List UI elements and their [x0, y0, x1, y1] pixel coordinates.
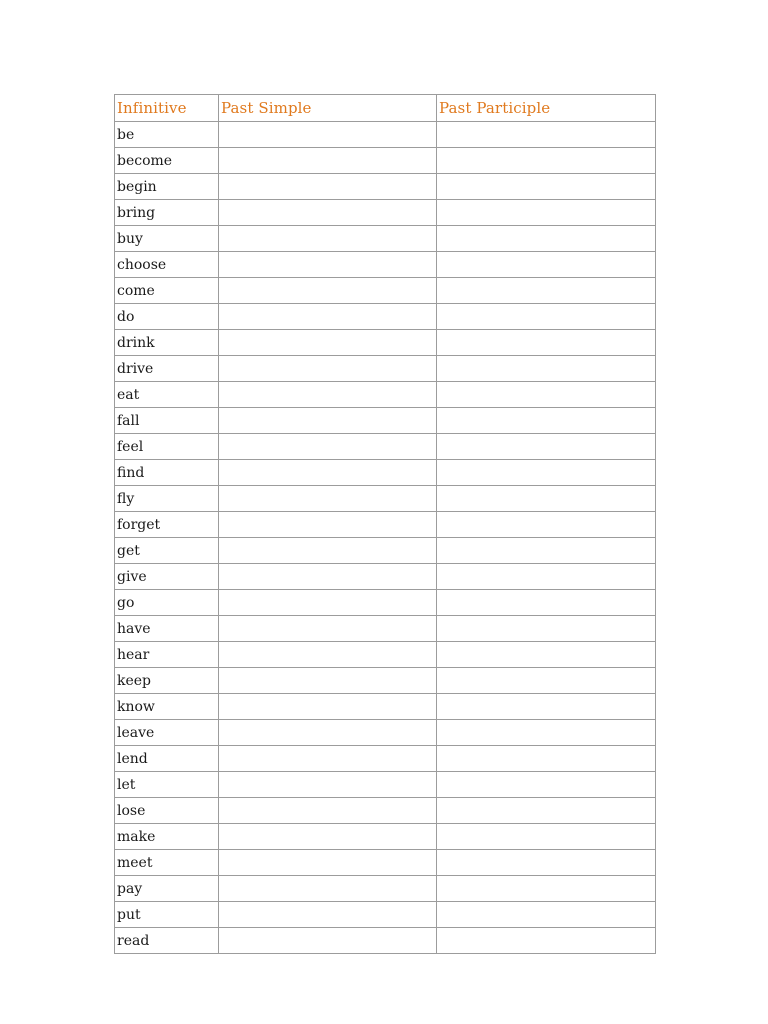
past-simple-cell[interactable] — [219, 746, 437, 772]
past-simple-cell[interactable] — [219, 434, 437, 460]
infinitive-cell: meet — [115, 850, 219, 876]
past-simple-cell[interactable] — [219, 642, 437, 668]
infinitive-cell: eat — [115, 382, 219, 408]
table-row — [115, 772, 656, 798]
table-row — [115, 720, 656, 746]
table-header-row — [115, 95, 656, 122]
infinitive-cell: drive — [115, 356, 219, 382]
infinitive-cell: hear — [115, 642, 219, 668]
table-row — [115, 616, 656, 642]
table-row — [115, 824, 656, 850]
table-row — [115, 850, 656, 876]
infinitive-cell: choose — [115, 252, 219, 278]
infinitive-cell: go — [115, 590, 219, 616]
past-simple-cell[interactable] — [219, 356, 437, 382]
infinitive-cell: drink — [115, 330, 219, 356]
table-row — [115, 460, 656, 486]
past-participle-cell[interactable] — [437, 330, 656, 356]
past-participle-cell[interactable] — [437, 512, 656, 538]
past-simple-cell[interactable] — [219, 382, 437, 408]
past-simple-cell[interactable] — [219, 278, 437, 304]
infinitive-cell: fly — [115, 486, 219, 512]
table-row — [115, 668, 656, 694]
infinitive-cell: buy — [115, 226, 219, 252]
infinitive-cell: pay — [115, 876, 219, 902]
past-simple-cell[interactable] — [219, 460, 437, 486]
table-row — [115, 382, 656, 408]
past-participle-cell[interactable] — [437, 850, 656, 876]
table-row — [115, 174, 656, 200]
past-simple-cell[interactable] — [219, 122, 437, 148]
infinitive-cell: fall — [115, 408, 219, 434]
past-participle-cell[interactable] — [437, 278, 656, 304]
infinitive-cell: get — [115, 538, 219, 564]
table-row — [115, 798, 656, 824]
past-simple-cell[interactable] — [219, 564, 437, 590]
past-participle-cell[interactable] — [437, 902, 656, 928]
past-simple-cell[interactable] — [219, 876, 437, 902]
infinitive-cell: know — [115, 694, 219, 720]
past-simple-cell[interactable] — [219, 694, 437, 720]
past-participle-cell[interactable] — [437, 460, 656, 486]
infinitive-cell: begin — [115, 174, 219, 200]
past-participle-cell[interactable] — [437, 772, 656, 798]
table-row — [115, 252, 656, 278]
table-row — [115, 564, 656, 590]
table-row — [115, 226, 656, 252]
table-row — [115, 538, 656, 564]
past-simple-cell[interactable] — [219, 720, 437, 746]
irregular-verbs-table — [114, 94, 656, 954]
table-row — [115, 408, 656, 434]
past-participle-cell[interactable] — [437, 694, 656, 720]
infinitive-cell: make — [115, 824, 219, 850]
header-past-participle: Past Participle — [437, 95, 656, 122]
past-participle-cell[interactable] — [437, 408, 656, 434]
past-simple-cell[interactable] — [219, 512, 437, 538]
past-simple-cell[interactable] — [219, 772, 437, 798]
past-participle-cell[interactable] — [437, 928, 656, 954]
past-simple-cell[interactable] — [219, 590, 437, 616]
infinitive-cell: lose — [115, 798, 219, 824]
past-simple-cell[interactable] — [219, 538, 437, 564]
past-participle-cell[interactable] — [437, 486, 656, 512]
past-participle-cell[interactable] — [437, 538, 656, 564]
past-participle-cell[interactable] — [437, 746, 656, 772]
table-row — [115, 746, 656, 772]
table-row — [115, 928, 656, 954]
table-row — [115, 356, 656, 382]
past-simple-cell[interactable] — [219, 668, 437, 694]
past-participle-cell[interactable] — [437, 148, 656, 174]
table-row — [115, 330, 656, 356]
table-row — [115, 590, 656, 616]
past-participle-cell[interactable] — [437, 200, 656, 226]
table-row — [115, 148, 656, 174]
past-participle-cell[interactable] — [437, 564, 656, 590]
past-participle-cell[interactable] — [437, 304, 656, 330]
header-infinitive: Infinitive — [115, 95, 219, 122]
table-row — [115, 122, 656, 148]
infinitive-cell: forget — [115, 512, 219, 538]
past-simple-cell[interactable] — [219, 148, 437, 174]
past-simple-cell[interactable] — [219, 850, 437, 876]
table-row — [115, 512, 656, 538]
infinitive-cell: find — [115, 460, 219, 486]
infinitive-cell: do — [115, 304, 219, 330]
past-simple-cell[interactable] — [219, 200, 437, 226]
infinitive-cell: come — [115, 278, 219, 304]
table-row — [115, 304, 656, 330]
table-row — [115, 876, 656, 902]
past-participle-cell[interactable] — [437, 798, 656, 824]
table-row — [115, 642, 656, 668]
past-participle-cell[interactable] — [437, 616, 656, 642]
header-past-simple: Past Simple — [219, 95, 437, 122]
table-row — [115, 694, 656, 720]
infinitive-cell: become — [115, 148, 219, 174]
past-participle-cell[interactable] — [437, 824, 656, 850]
past-simple-cell[interactable] — [219, 304, 437, 330]
past-simple-cell[interactable] — [219, 174, 437, 200]
infinitive-cell: give — [115, 564, 219, 590]
past-participle-cell[interactable] — [437, 122, 656, 148]
past-simple-cell[interactable] — [219, 408, 437, 434]
infinitive-cell: read — [115, 928, 219, 954]
past-participle-cell[interactable] — [437, 226, 656, 252]
past-simple-cell[interactable] — [219, 226, 437, 252]
past-participle-cell[interactable] — [437, 668, 656, 694]
table-row — [115, 902, 656, 928]
past-participle-cell[interactable] — [437, 720, 656, 746]
table-row — [115, 200, 656, 226]
table-row — [115, 278, 656, 304]
past-simple-cell[interactable] — [219, 902, 437, 928]
past-participle-cell[interactable] — [437, 252, 656, 278]
past-simple-cell[interactable] — [219, 252, 437, 278]
past-participle-cell[interactable] — [437, 174, 656, 200]
infinitive-cell: have — [115, 616, 219, 642]
infinitive-cell: keep — [115, 668, 219, 694]
past-participle-cell[interactable] — [437, 356, 656, 382]
table-row — [115, 486, 656, 512]
past-participle-cell[interactable] — [437, 876, 656, 902]
table-body — [115, 122, 656, 954]
past-simple-cell[interactable] — [219, 928, 437, 954]
past-simple-cell[interactable] — [219, 616, 437, 642]
past-participle-cell[interactable] — [437, 382, 656, 408]
past-simple-cell[interactable] — [219, 824, 437, 850]
past-participle-cell[interactable] — [437, 590, 656, 616]
infinitive-cell: let — [115, 772, 219, 798]
past-simple-cell[interactable] — [219, 486, 437, 512]
past-simple-cell[interactable] — [219, 798, 437, 824]
infinitive-cell: put — [115, 902, 219, 928]
infinitive-cell: bring — [115, 200, 219, 226]
infinitive-cell: feel — [115, 434, 219, 460]
infinitive-cell: lend — [115, 746, 219, 772]
table-row — [115, 434, 656, 460]
past-simple-cell[interactable] — [219, 330, 437, 356]
past-participle-cell[interactable] — [437, 642, 656, 668]
past-participle-cell[interactable] — [437, 434, 656, 460]
infinitive-cell: leave — [115, 720, 219, 746]
infinitive-cell: be — [115, 122, 219, 148]
